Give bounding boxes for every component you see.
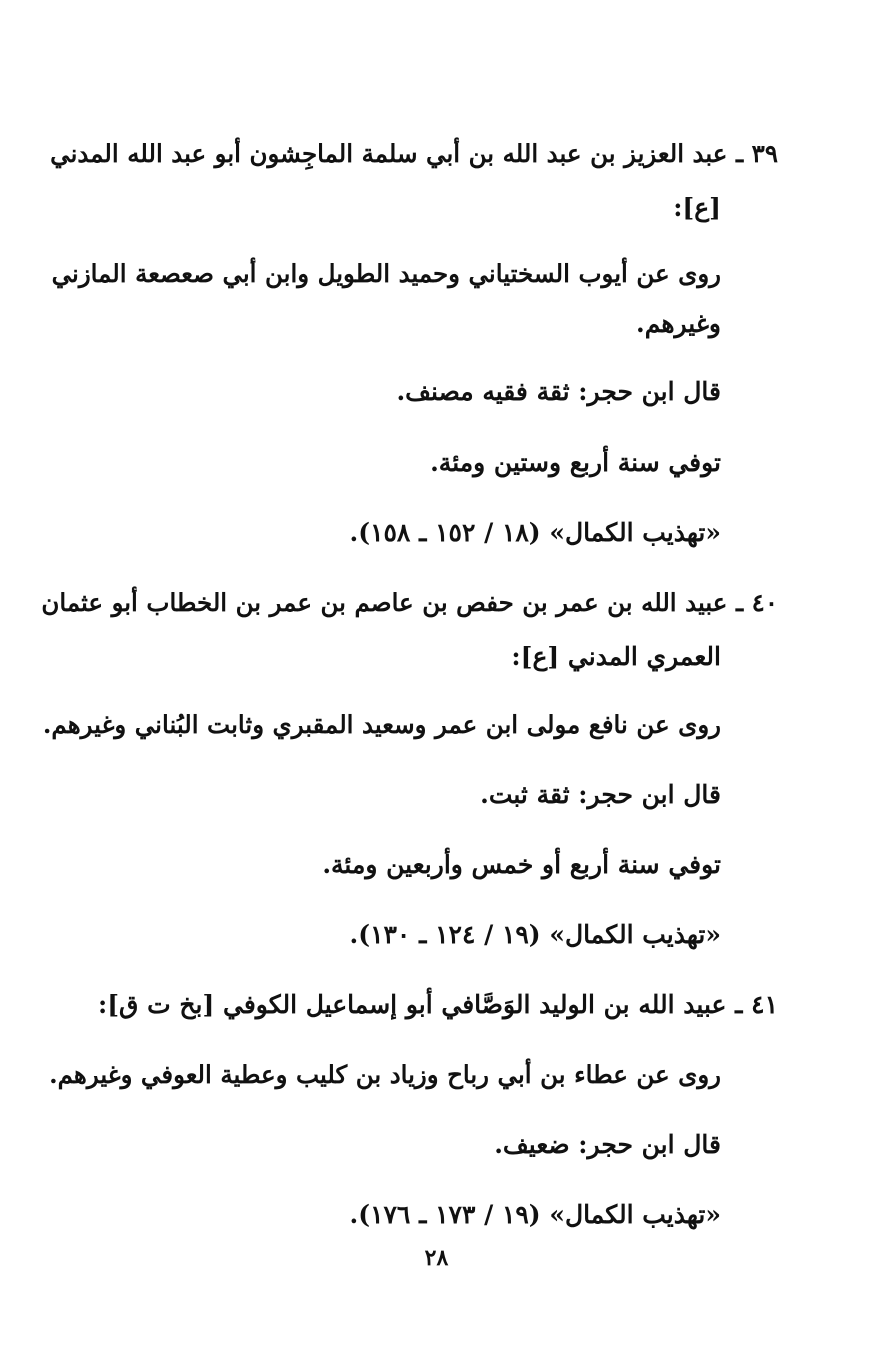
entry-40-heading-line1: ٤٠ ـ عبيد الله بن عمر بن حفص بن عاصم بن عمر بن الخطاب أبو عثمان: [41, 588, 778, 617]
entry-40-riwaya-line1: روى عن نافع مولى ابن عمر وسعيد المقبري وثابت البُناني وغيرهم.: [42, 710, 721, 739]
entry-41-qala: قال ابن حجر: ضعيف.: [494, 1130, 721, 1159]
entry-40-death: توفي سنة أربع أو خمس وأربعين ومئة.: [322, 850, 721, 879]
entry-39-death: توفي سنة أربع وستين ومئة.: [430, 448, 721, 477]
entry-41-source: «تهذيب الكمال» (١٩ / ١٧٣ ـ ١٧٦).: [349, 1200, 721, 1229]
entry-41-heading-line1: ٤١ ـ عبيد الله بن الوليد الوَصَّافي أبو إسماعيل الكوفي [بخ ت ق]:: [97, 990, 778, 1019]
entry-39-heading-line1: ٣٩ ـ عبد العزيز بن عبد الله بن أبي سلمة الماجِشون أبو عبد الله المدني: [50, 139, 778, 168]
entry-40-qala: قال ابن حجر: ثقة ثبت.: [480, 780, 721, 809]
narrator-name: عبد العزيز بن عبد الله بن أبي سلمة الماجِشون أبو عبد الله المدني: [50, 139, 728, 168]
entry-number: ٤٠: [751, 588, 778, 617]
entry-40-source: «تهذيب الكمال» (١٩ / ١٢٤ ـ ١٣٠).: [349, 920, 721, 949]
entry-40-heading-line2: العمري المدني [ع]:: [511, 642, 721, 671]
entry-39-riwaya-line1: روى عن أيوب السختياني وحميد الطويل وابن أبي صعصعة المازني: [51, 259, 721, 288]
entry-39-heading-line2: [ع]:: [673, 193, 721, 222]
entry-number: ٣٩: [751, 139, 778, 168]
narrator-name: عبيد الله بن الوليد الوَصَّافي أبو إسماعيل الكوفي [بخ ت ق]:: [97, 990, 727, 1019]
entry-39-qala: قال ابن حجر: ثقة فقيه مصنف.: [396, 377, 721, 406]
entry-39-source: «تهذيب الكمال» (١٨ / ١٥٢ ـ ١٥٨).: [349, 518, 721, 547]
narrator-name: عبيد الله بن عمر بن حفص بن عاصم بن عمر بن الخطاب أبو عثمان: [41, 588, 728, 617]
page-number: ٢٨: [424, 1245, 449, 1271]
entry-number: ٤١: [751, 990, 778, 1019]
entry-41-riwaya-line1: روى عن عطاء بن أبي رباح وزياد بن كليب وعطية العوفي وغيرهم.: [49, 1060, 721, 1089]
entry-39-riwaya-line2: وغيرهم.: [635, 309, 721, 338]
